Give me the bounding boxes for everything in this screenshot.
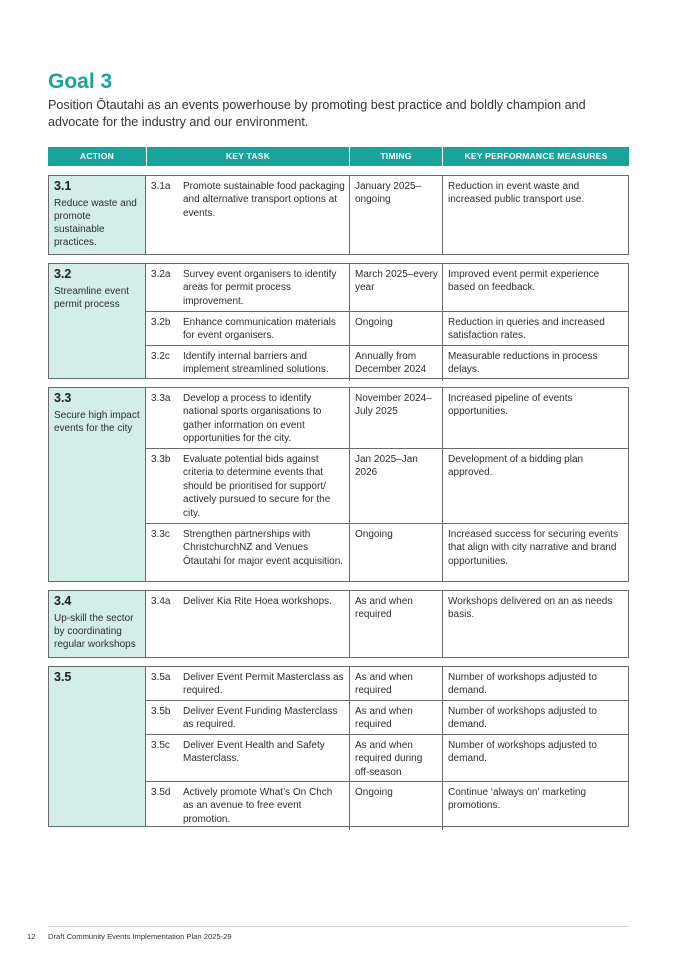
action-cell [49, 176, 146, 254]
key-task-cell [146, 388, 349, 450]
timing-cell: Ongoing [349, 312, 442, 347]
timing-cell: November 2024–July 2025 [349, 388, 442, 450]
task-id: 3.5d [151, 787, 171, 798]
key-task-cell [146, 176, 349, 254]
action-number: 3.3 [54, 391, 72, 405]
action-number: 3.4 [54, 594, 72, 608]
task-text: Deliver Kia Rite Hoea workshops. [183, 596, 332, 607]
action-number: 3.1 [54, 179, 72, 193]
action-section-3-4 [48, 590, 629, 658]
key-task-cell [146, 591, 349, 657]
key-task-cell [146, 701, 349, 736]
measure-cell: Workshops delivered on an as needs basis. [442, 591, 628, 657]
action-cell [49, 591, 146, 657]
header-key-performance-measures: KEY PERFORMANCE MEASURES [442, 147, 629, 166]
task-text: Enhance communication materials for event organisers. [183, 317, 336, 342]
action-section-3-3 [48, 387, 629, 582]
header-timing: TIMING [349, 147, 442, 166]
task-id: 3.5c [151, 740, 170, 751]
table-row [146, 345, 628, 381]
timing-cell: As and when required [349, 701, 442, 736]
task-text: Deliver Event Permit Masterclass as required. [183, 672, 344, 697]
table-row [146, 264, 628, 311]
goal-title: Goal 3 [48, 70, 113, 93]
key-task-cell [146, 346, 349, 381]
action-cell [49, 264, 146, 378]
action-section-3-1 [48, 175, 629, 255]
key-task-cell [146, 312, 349, 347]
task-id: 3.5a [151, 672, 171, 683]
timing-cell: As and when required during off-season [349, 735, 442, 783]
task-text: Identify internal barriers and implement streamlined solutions. [183, 351, 329, 376]
task-id: 3.3b [151, 454, 171, 465]
action-description: Up-skill the sector by coordinating regular workshops [54, 613, 136, 650]
action-cell [49, 667, 146, 826]
action-number: 3.5 [54, 670, 72, 684]
action-description: Reduce waste and promote sustainable practices. [54, 198, 137, 248]
timing-cell: As and when required [349, 667, 442, 702]
measure-cell: Increased pipeline of events opportunities. [442, 388, 628, 450]
measure-cell: Reduction in event waste and increased public transport use. [442, 176, 628, 254]
action-cell [49, 388, 146, 581]
key-task-cell [146, 264, 349, 312]
timing-cell: As and when required [349, 591, 442, 657]
table-header [48, 147, 629, 166]
task-text: Deliver Event Funding Masterclass as required. [183, 706, 338, 731]
measure-cell: Number of workshops adjusted to demand. [442, 667, 628, 702]
task-text: Survey event organisers to identify areas for permit process improvement. [183, 269, 337, 307]
action-description: Secure high impact events for the city [54, 410, 140, 434]
table-row [146, 448, 628, 523]
timing-cell: January 2025–ongoing [349, 176, 442, 254]
key-task-cell [146, 735, 349, 783]
measure-cell: Continue ‘always on’ marketing promotions. [442, 782, 628, 830]
task-id: 3.2c [151, 351, 170, 362]
action-section-3-5 [48, 666, 629, 827]
task-id: 3.2a [151, 269, 171, 280]
table-row [146, 388, 628, 448]
footer-divider [48, 926, 629, 927]
table-row [146, 523, 628, 581]
task-text: Strengthen partnerships with ChristchurchNZ and Venues Ōtautahi for major event acquisition. [183, 529, 344, 567]
page-number: 12 [27, 932, 36, 941]
task-text: Actively promote What’s On Chch as an avenue to free event promotion. [183, 787, 333, 825]
action-description: Streamline event permit process [54, 286, 130, 310]
key-task-cell [146, 667, 349, 702]
header-key-task: KEY TASK [146, 147, 349, 166]
task-id: 3.2b [151, 317, 171, 328]
key-task-cell [146, 524, 349, 581]
table-row [146, 667, 628, 700]
task-id: 3.4a [151, 596, 171, 607]
measure-cell: Increased success for securing events that align with city narrative and brand opportunities. [442, 524, 628, 581]
task-text: Promote sustainable food packaging and alternative transport options at events. [183, 181, 345, 219]
key-task-cell [146, 782, 349, 830]
measure-cell: Improved event permit experience based on feedback. [442, 264, 628, 312]
timing-cell: Annually from December 2024 [349, 346, 442, 381]
measure-cell: Development of a bidding plan approved. [442, 449, 628, 524]
measure-cell: Reduction in queries and increased satisfaction rates. [442, 312, 628, 347]
table-row [146, 591, 628, 657]
action-number: 3.2 [54, 267, 72, 281]
timing-cell: Ongoing [349, 782, 442, 830]
measure-cell: Measurable reductions in process delays. [442, 346, 628, 381]
measure-cell: Number of workshops adjusted to demand. [442, 701, 628, 736]
action-section-3-2 [48, 263, 629, 379]
task-text: Evaluate potential bids against criteria to determine events that should be prioritised for support/ actively pursued to secure for the city. [183, 454, 331, 519]
measure-cell: Number of workshops adjusted to demand. [442, 735, 628, 783]
timing-cell: March 2025–every year [349, 264, 442, 312]
goal-subtitle: Position Ōtautahi as an events powerhouse by promoting best practice and boldly champion and advocate for the industry and our environment. [48, 98, 586, 129]
table-row [146, 781, 628, 830]
table-row [146, 176, 628, 254]
table-row [146, 700, 628, 734]
document-title: Draft Community Events Implementation Plan 2025-29 [48, 932, 232, 941]
task-id: 3.5b [151, 706, 171, 717]
task-id: 3.3a [151, 393, 171, 404]
table-row [146, 734, 628, 781]
task-id: 3.1a [151, 181, 171, 192]
key-task-cell [146, 449, 349, 524]
header-action: ACTION [79, 151, 115, 161]
task-text: Deliver Event Health and Safety Masterclass. [183, 740, 325, 765]
timing-cell: Ongoing [349, 524, 442, 581]
task-text: Develop a process to identify national sports organisations to gather information on event opportunities for the city. [183, 393, 322, 445]
task-id: 3.3c [151, 529, 170, 540]
table-row [146, 311, 628, 345]
timing-cell: Jan 2025–Jan 2026 [349, 449, 442, 524]
